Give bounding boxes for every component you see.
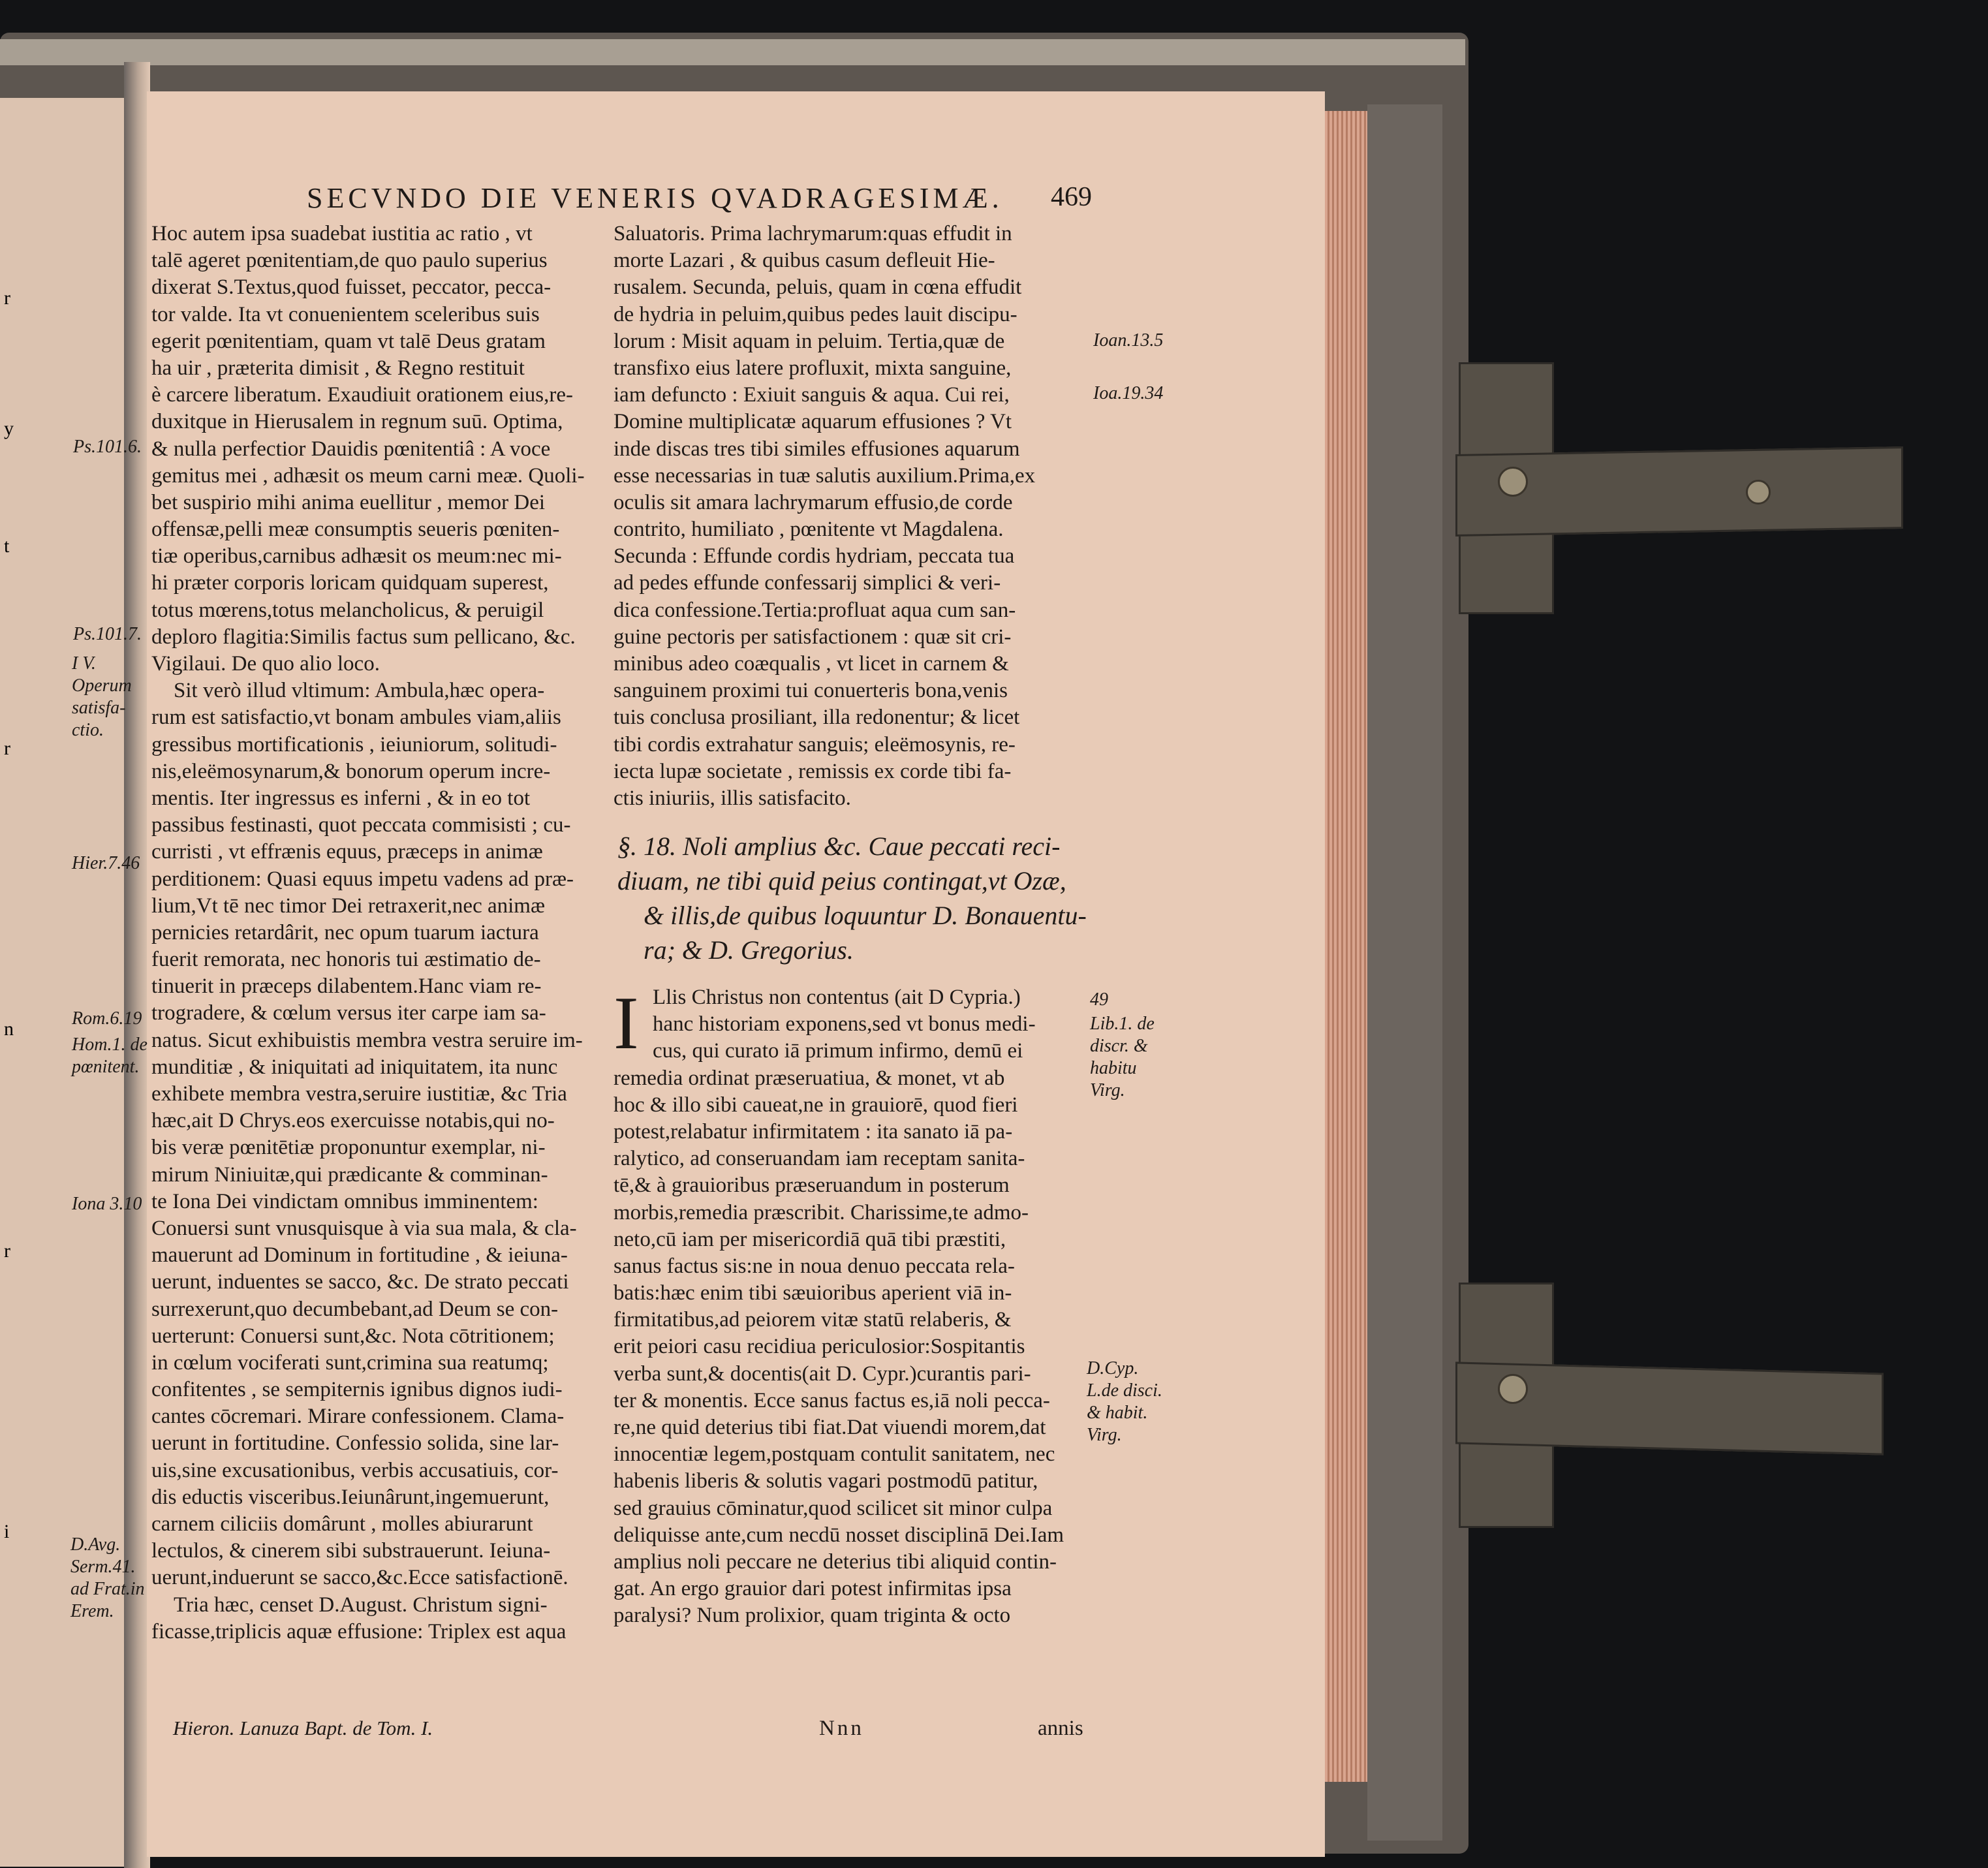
- page-number: 469: [1051, 182, 1092, 212]
- text-line: oculis sit amara lachrymarum effusio,de corde: [613, 490, 1013, 514]
- text-line: minibus adeo coæqualis , vt licet in carnem &: [613, 652, 1009, 676]
- margin-note-d-cyp: [1087, 1358, 1162, 1446]
- text-line: gemitus mei , adhæsit os meum carni meæ. Quoli-: [151, 463, 585, 488]
- text-line: tiæ operibus,carnibus adhæsit os meum:nec mi-: [151, 544, 562, 568]
- text-line: & illis,de quibus loquuntur D. Bonauentu-: [644, 901, 1087, 930]
- left-page-char: y: [4, 418, 14, 439]
- text-line: sanguinem proximi tui conuerteris bona,venis: [613, 679, 1008, 703]
- margin-note-hier-7-46: [72, 852, 140, 875]
- text-line: confitentes , se sempiternis ignibus dignos iudi-: [151, 1378, 563, 1402]
- text-line: firmitatibus,ad peiorem vitæ statū relaberis, &: [613, 1308, 1012, 1332]
- text-line: surrexerunt,quo decumbebant,ad Deum se con-: [151, 1297, 559, 1321]
- text-line: erit peiori casu recidiua periculosior:Sospitantis: [613, 1335, 1025, 1359]
- margin-note-line: Ps.101.7.: [73, 624, 142, 644]
- margin-note-num-49: [1090, 989, 1108, 1011]
- text-line: tor valde. Ita vt conuenientem sceleribus suis: [151, 302, 540, 326]
- text-line: tē,& à grauioribus præseruandum in posterum: [613, 1174, 1010, 1198]
- text-line: gressibus mortificationis , ieiuniorum, solitudi-: [151, 732, 557, 756]
- margin-note-rom-6-19: [72, 1008, 142, 1030]
- text-line: talē ageret pœnitentiam,de quo paulo superius: [151, 249, 548, 273]
- text-line: sanus factus sis:ne in noua denuo peccata rela-: [613, 1254, 1015, 1278]
- text-line: in cœlum vociferati sunt,crimina sua reatumq;: [151, 1350, 549, 1375]
- text-line: paralysi? Num prolixior, quam triginta & octo: [613, 1604, 1011, 1628]
- text-line: hoc & illo sibi caueat,ne in grauiorē, quod fieri: [613, 1093, 1018, 1117]
- text-line: ficasse,triplicis aquæ effusione: Triplex est aqua: [151, 1619, 567, 1643]
- text-line: Domine multiplicatæ aquarum effusiones ? Vt: [613, 410, 1012, 434]
- back-board: [1367, 104, 1442, 1841]
- margin-note-line: ad Frat.in: [70, 1579, 145, 1599]
- text-line: §. 18. Noli amplius &c. Caue peccati reci-: [617, 832, 1061, 861]
- text-line: Llis Christus non contentus (ait D Cypria.): [653, 986, 1021, 1009]
- text-line: de hydria in peluim,quibus pedes lauit discipu-: [613, 302, 1017, 326]
- margin-note-line: Hom.1. de: [72, 1035, 148, 1055]
- right-text-column-bottom: [613, 984, 1100, 1630]
- clasp-lower-rivet: [1498, 1374, 1528, 1404]
- text-line: passibus festinasti, quot peccata commisisti ; cu-: [151, 813, 571, 837]
- text-line: ctis iniuriis, illis satisfacito.: [613, 786, 851, 810]
- margin-note-iona-3-10: [72, 1193, 142, 1215]
- text-line: Conuersi sunt vnusquisque à via sua mala, & cla-: [151, 1216, 577, 1240]
- text-line: tinuerit in præceps dilabentem.Hanc viam re-: [151, 974, 542, 999]
- text-line: guine pectoris per satisfactionem : quæ sit cri-: [613, 625, 1012, 649]
- margin-note-section-iv: [72, 653, 132, 741]
- text-line: inde discas tres tibi similes effusiones aquarum: [613, 437, 1020, 461]
- text-line: mauerunt ad Dominum in fortitudine , & ieiuna-: [151, 1243, 568, 1268]
- margin-note-line: pœnitent.: [72, 1057, 140, 1077]
- text-line: nis,eleëmosynarum,& bonorum operum incre-: [151, 759, 551, 783]
- text-line: uerunt in fortitudine. Confessio solida, sine lar-: [151, 1431, 559, 1455]
- text-line: rusalem. Secunda, peluis, quam in cœna effudit: [613, 275, 1022, 300]
- right-text-column-top: [613, 221, 1100, 812]
- text-line: iecta lupæ societate , remissis ex corde tibi fa-: [613, 759, 1012, 783]
- text-line: ter & monentis. Ecce sanus factus es,iā noli pecca-: [613, 1388, 1050, 1412]
- text-line: batis:hæc enim tibi sæuioribus aperient viā in-: [613, 1281, 1012, 1305]
- text-line: Saluatoris. Prima lachrymarum:quas effudit in: [613, 222, 1012, 245]
- text-line: uerterunt: Conuersi sunt,&c. Nota cōtritionem;: [151, 1324, 555, 1348]
- text-line: duxitque in Hierusalem in regnum suū. Optima,: [151, 410, 563, 434]
- margin-note-lib-1: [1090, 1013, 1155, 1102]
- margin-note-hom-1: [72, 1034, 148, 1078]
- text-line: carnem ciliciis domârunt , molles abiurarunt: [151, 1512, 533, 1536]
- margin-note-line: Ioan.13.5: [1093, 330, 1164, 350]
- text-line: dixerat S.Textus,quod fuisset, peccator, pecca-: [151, 275, 551, 300]
- text-line: ra; & D. Gregorius.: [644, 935, 854, 965]
- text-line: perditionem: Quasi equus impetu vadens ad præ-: [151, 867, 574, 891]
- text-line: verba sunt,& docentis(ait D. Cypr.)curantis pari-: [613, 1362, 1031, 1386]
- text-line: contrito, humiliato , pœnitente vt Magdalena.: [613, 518, 1004, 542]
- text-line: cus, qui curato iā primum infirmo, demū ei: [653, 1039, 1023, 1063]
- signature-mark: Nnn: [819, 1717, 864, 1740]
- text-line: uerunt, induentes se sacco, &c. De strato peccati: [151, 1270, 569, 1294]
- margin-note-line: Serm.41.: [70, 1557, 136, 1577]
- text-line: è carcere liberatum. Exaudiuit orationem eius,re-: [151, 383, 573, 407]
- section-heading: [617, 829, 1100, 967]
- text-line: ha uir , præterita dimisit , & Regno restituit: [151, 356, 525, 380]
- left-page-char: i: [4, 1521, 10, 1542]
- catchword: annis: [1038, 1717, 1083, 1740]
- footer-author: Hieron. Lanuza Bapt. de Tom. I.: [173, 1717, 433, 1739]
- margin-note-line: Rom.6.19: [72, 1008, 142, 1029]
- margin-note-line: I V.: [72, 653, 96, 674]
- text-line: & nulla perfectior Dauidis pœnitentiâ : A voce: [151, 437, 551, 461]
- margin-note-ioan-13-5: [1093, 330, 1163, 352]
- text-line: neto,cū iam per misericordiā quā tibi præstiti,: [613, 1227, 1006, 1251]
- text-line: diuam, ne tibi quid peius contingat,vt Ozæ,: [617, 866, 1066, 895]
- text-line: mirum Niniuitæ,qui prædicante & comminan-: [151, 1162, 548, 1187]
- text-line: lium,Vt tē nec timor Dei retraxerit,nec animæ: [151, 894, 545, 918]
- text-line: totus mœrens,totus melancholicus, & peruigil: [151, 598, 544, 622]
- margin-note-line: satisfa-: [72, 698, 126, 718]
- text-line: bet suspirio mihi anima euellitur , memor Dei: [151, 490, 546, 514]
- left-page-char: n: [4, 1018, 14, 1040]
- cover-top-edge: [0, 39, 1465, 65]
- text-line: deliquisse ante,cum necdū nosset disciplinā Dei.Iam: [613, 1523, 1064, 1547]
- text-line: tuis conclusa prosiliant, illa redonentur; & licet: [613, 706, 1020, 730]
- text-line: mentis. Iter ingressus es inferni , & in eo tot: [151, 786, 531, 810]
- text-line: morte Lazari , & quibus casum defleuit Hie-: [613, 249, 995, 273]
- text-line: Vigilaui. De quo alio loco.: [151, 652, 380, 676]
- text-line: rum est satisfactio,vt bonam ambules viam,aliis: [151, 706, 561, 730]
- text-line: fuerit remorata, nec honoris tui æstimatio de-: [151, 948, 541, 972]
- text-line: morbis,remedia præscribit. Charissime,te admo-: [613, 1200, 1029, 1224]
- text-line: tibi cordis extrahatur sanguis; eleëmosynis, re-: [613, 732, 1016, 756]
- text-line: innocentiæ legem,postquam contulit sanitatem, nec: [613, 1442, 1055, 1467]
- text-line: lectulos, & cinerem sibi substrauerunt. Ieiuna-: [151, 1539, 551, 1563]
- margin-note-line: Hier.7.46: [72, 853, 140, 873]
- drop-capital: I: [613, 982, 639, 1065]
- margin-note-line: Ps.101.6.: [73, 437, 142, 457]
- text-line: dis eductis visceribus.Ieiunârunt,ingemuerunt,: [151, 1485, 550, 1509]
- margin-note-d-aug: [70, 1534, 145, 1623]
- text-line: offensæ,pelli meæ consumptis seueris pœniten-: [151, 518, 560, 542]
- margin-note-line: Virg.: [1090, 1080, 1125, 1100]
- text-line: re,ne quid deterius tibi fiat.Dat viuendi morem,dat: [613, 1416, 1046, 1439]
- text-line: cantes cōcremari. Mirare confessionem. Clama-: [151, 1405, 565, 1429]
- text-line: transfixo eius latere profluxit, mixta sanguine,: [613, 356, 1012, 380]
- margin-note-line: D.Cyp.: [1087, 1358, 1139, 1378]
- text-line: amplius noli peccare ne deterius tibi aliquid contin-: [613, 1549, 1057, 1574]
- text-line: curristi , vt effrænis equus, præceps in animæ: [151, 840, 543, 864]
- left-page-char: r: [4, 287, 10, 309]
- left-page-char: r: [4, 738, 10, 759]
- text-line: ad pedes effunde confessarij simplici & veri-: [613, 571, 1001, 595]
- text-line: remedia ordinat præseruatiua, & monet, vt ab: [613, 1066, 1005, 1090]
- margin-note-line: & habit.: [1087, 1403, 1148, 1423]
- margin-note-line: 49: [1090, 989, 1108, 1010]
- text-line: natus. Sicut exhibuistis membra vestra seruire im-: [151, 1028, 583, 1052]
- text-line: Tria hæc, censet D.August. Christum signi-: [174, 1593, 548, 1617]
- text-line: hæc,ait D Chrys.eos exercuisse notabis,qui no-: [151, 1109, 555, 1133]
- margin-note-ioa-19-34: [1093, 382, 1163, 405]
- text-line: munditiæ , & iniquitati ad iniquitatem, ita nunc: [151, 1055, 558, 1079]
- margin-note-ps-101-6: [73, 436, 142, 458]
- text-line: uerunt,induerunt se sacco,&c.Ecce satisfactionē.: [151, 1566, 568, 1590]
- margin-note-line: Iona 3.10: [72, 1194, 142, 1214]
- margin-note-ps-101-7: [73, 623, 142, 646]
- left-text-column: [151, 221, 628, 1645]
- margin-note-line: Operum: [72, 676, 132, 696]
- text-line: exhibete membra vestra,seruire iustitiæ, &c Tria: [151, 1082, 567, 1106]
- margin-note-line: habitu: [1090, 1058, 1137, 1078]
- left-page-char: r: [4, 1240, 10, 1262]
- running-head: SECVNDO DIE VENERIS QVADRAGESIMÆ.: [307, 182, 1003, 214]
- margin-note-line: discr. &: [1090, 1036, 1148, 1056]
- text-line: deploro flagitia:Similis factus sum pellicano, &c.: [151, 625, 576, 649]
- text-line: iam defuncto : Exiuit sanguis & aqua. Cui rei,: [613, 383, 1010, 407]
- margin-note-line: Lib.1. de: [1090, 1014, 1155, 1034]
- text-line: sed grauius cōminatur,quod scilicet sit minor culpa: [613, 1496, 1053, 1520]
- margin-note-line: D.Avg.: [70, 1534, 121, 1555]
- text-line: Hoc autem ipsa suadebat iustitia ac ratio , vt: [151, 222, 533, 245]
- text-line: uis,sine excusationibus, verbis accusatiuis, cor-: [151, 1458, 559, 1482]
- text-line: esse necessarias in tuæ salutis auxilium.Prima,ex: [613, 463, 1036, 488]
- text-line: te Iona Dei vindictam omnibus imminentem:: [151, 1189, 538, 1213]
- text-line: habenis liberis & solutis vagari postmodū patitur,: [613, 1469, 1038, 1493]
- text-line: potest,relabatur infirmitatem : ita sanato iā pa-: [613, 1119, 1013, 1144]
- margin-note-line: Erem.: [70, 1601, 114, 1621]
- text-line: pernicies retardârit, nec opum tuarum iactura: [151, 920, 539, 944]
- clasp-upper-rivet: [1498, 467, 1528, 497]
- clasp-upper-rivet-end: [1746, 480, 1771, 505]
- margin-note-line: Virg.: [1087, 1425, 1122, 1445]
- text-line: hi præter corporis loricam quidquam superest,: [151, 571, 549, 595]
- text-line: dica confessione.Tertia:profluat aqua cum san-: [613, 598, 1016, 622]
- text-line: bis veræ pœnitētiæ proponuntur exemplar, ni-: [151, 1136, 546, 1160]
- left-page-char: t: [4, 535, 10, 557]
- text-line: ralytico, ad conseruandam iam receptam sanita-: [613, 1147, 1025, 1171]
- text-line: Secunda : Effunde cordis hydriam, peccata tua: [613, 544, 1015, 568]
- margin-note-line: L.de disci.: [1087, 1380, 1162, 1401]
- text-line: Sit verò illud vltimum: Ambula,hæc opera-: [174, 679, 545, 703]
- text-line: egerit pœnitentiam, quam vt talē Deus gratam: [151, 329, 546, 353]
- margin-note-line: Ioa.19.34: [1093, 383, 1164, 403]
- margin-note-line: ctio.: [72, 720, 104, 740]
- text-line: lorum : Misit aquam in peluim. Tertia,quæ de: [613, 329, 1005, 353]
- page-edges: [1325, 111, 1367, 1782]
- text-line: gat. An ergo grauior dari potest infirmitas ipsa: [613, 1577, 1012, 1601]
- text-line: hanc historiam exponens,sed vt bonus medi-: [653, 1012, 1036, 1036]
- text-line: trogradere, & cœlum versus iter carpe iam sa-: [151, 1001, 546, 1025]
